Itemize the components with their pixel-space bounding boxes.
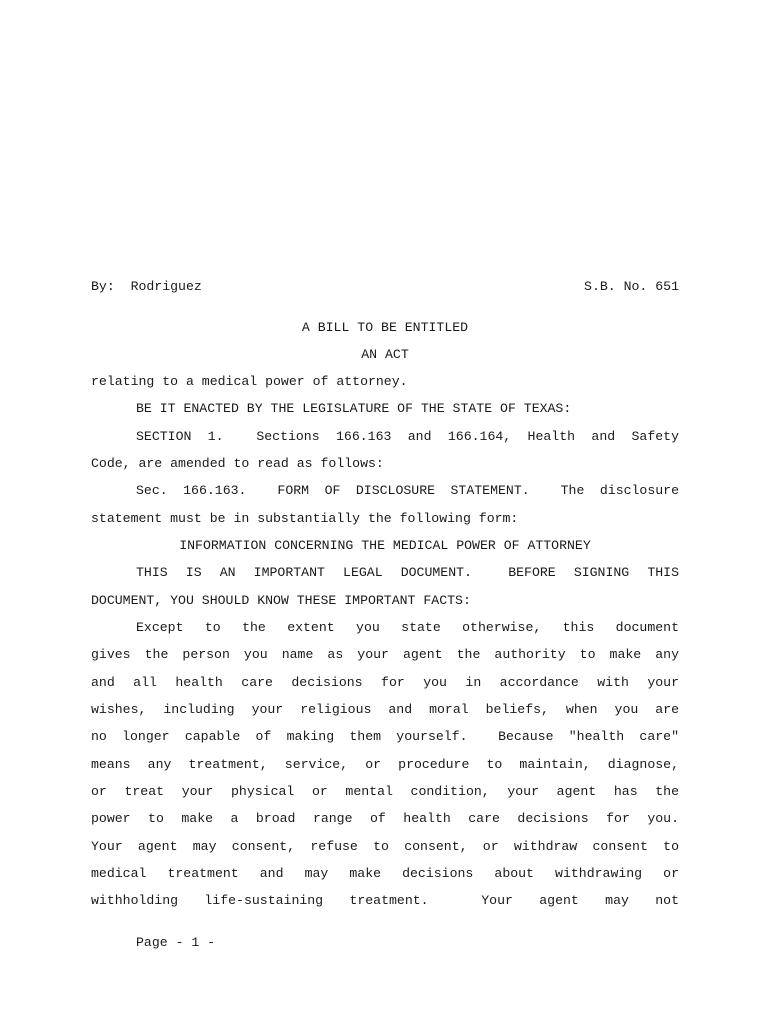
page-number: Page - 1 - (136, 935, 216, 950)
paragraph-line: withholding life-sustaining treatment. Your agent may not (91, 893, 679, 908)
paragraph-line: power to make a broad range of health care decisions for you. (91, 811, 679, 826)
paragraph-line: wishes, including your religious and moral beliefs, when you are (91, 702, 679, 717)
paragraph-line: or treat your physical or mental condition, your agent has the (91, 784, 679, 799)
act-title: AN ACT (361, 347, 409, 362)
paragraph-line: Your agent may consent, refuse to consent, or withdraw consent to (91, 839, 679, 854)
paragraph-line: gives the person you name as your agent the authority to make any (91, 647, 679, 662)
paragraph-line: Except to the extent you state otherwise, this document (136, 620, 679, 635)
important-notice-line: THIS IS AN IMPORTANT LEGAL DOCUMENT. BEFORE SIGNING THIS (136, 565, 679, 580)
paragraph-line: and all health care decisions for you in accordance with your (91, 675, 679, 690)
author-line: By: Rodriguez (91, 279, 202, 294)
paragraph-line: medical treatment and may make decisions about withdrawing or (91, 866, 679, 881)
bill-number: S.B. No. 651 (584, 279, 679, 294)
section-1-line: SECTION 1. Sections 166.163 and 166.164, Health and Safety (136, 429, 679, 444)
caption-line: relating to a medical power of attorney. (91, 374, 408, 389)
paragraph-line: no longer capable of making them yourself. Because "health care" (91, 729, 679, 744)
bill-title: A BILL TO BE ENTITLED (301, 320, 469, 335)
enacting-clause: BE IT ENACTED BY THE LEGISLATURE OF THE STATE OF TEXAS: (136, 401, 572, 416)
important-notice-cont: DOCUMENT, YOU SHOULD KNOW THESE IMPORTANT FACTS: (91, 593, 471, 608)
form-heading: INFORMATION CONCERNING THE MEDICAL POWER OF ATTORNEY (179, 538, 591, 553)
sec-166-163-line: Sec. 166.163. FORM OF DISCLOSURE STATEMENT. The disclosure (136, 483, 679, 498)
section-1-cont: Code, are amended to read as follows: (91, 456, 384, 471)
sec-166-163-cont: statement must be in substantially the following form: (91, 511, 519, 526)
paragraph-line: means any treatment, service, or procedure to maintain, diagnose, (91, 757, 679, 772)
